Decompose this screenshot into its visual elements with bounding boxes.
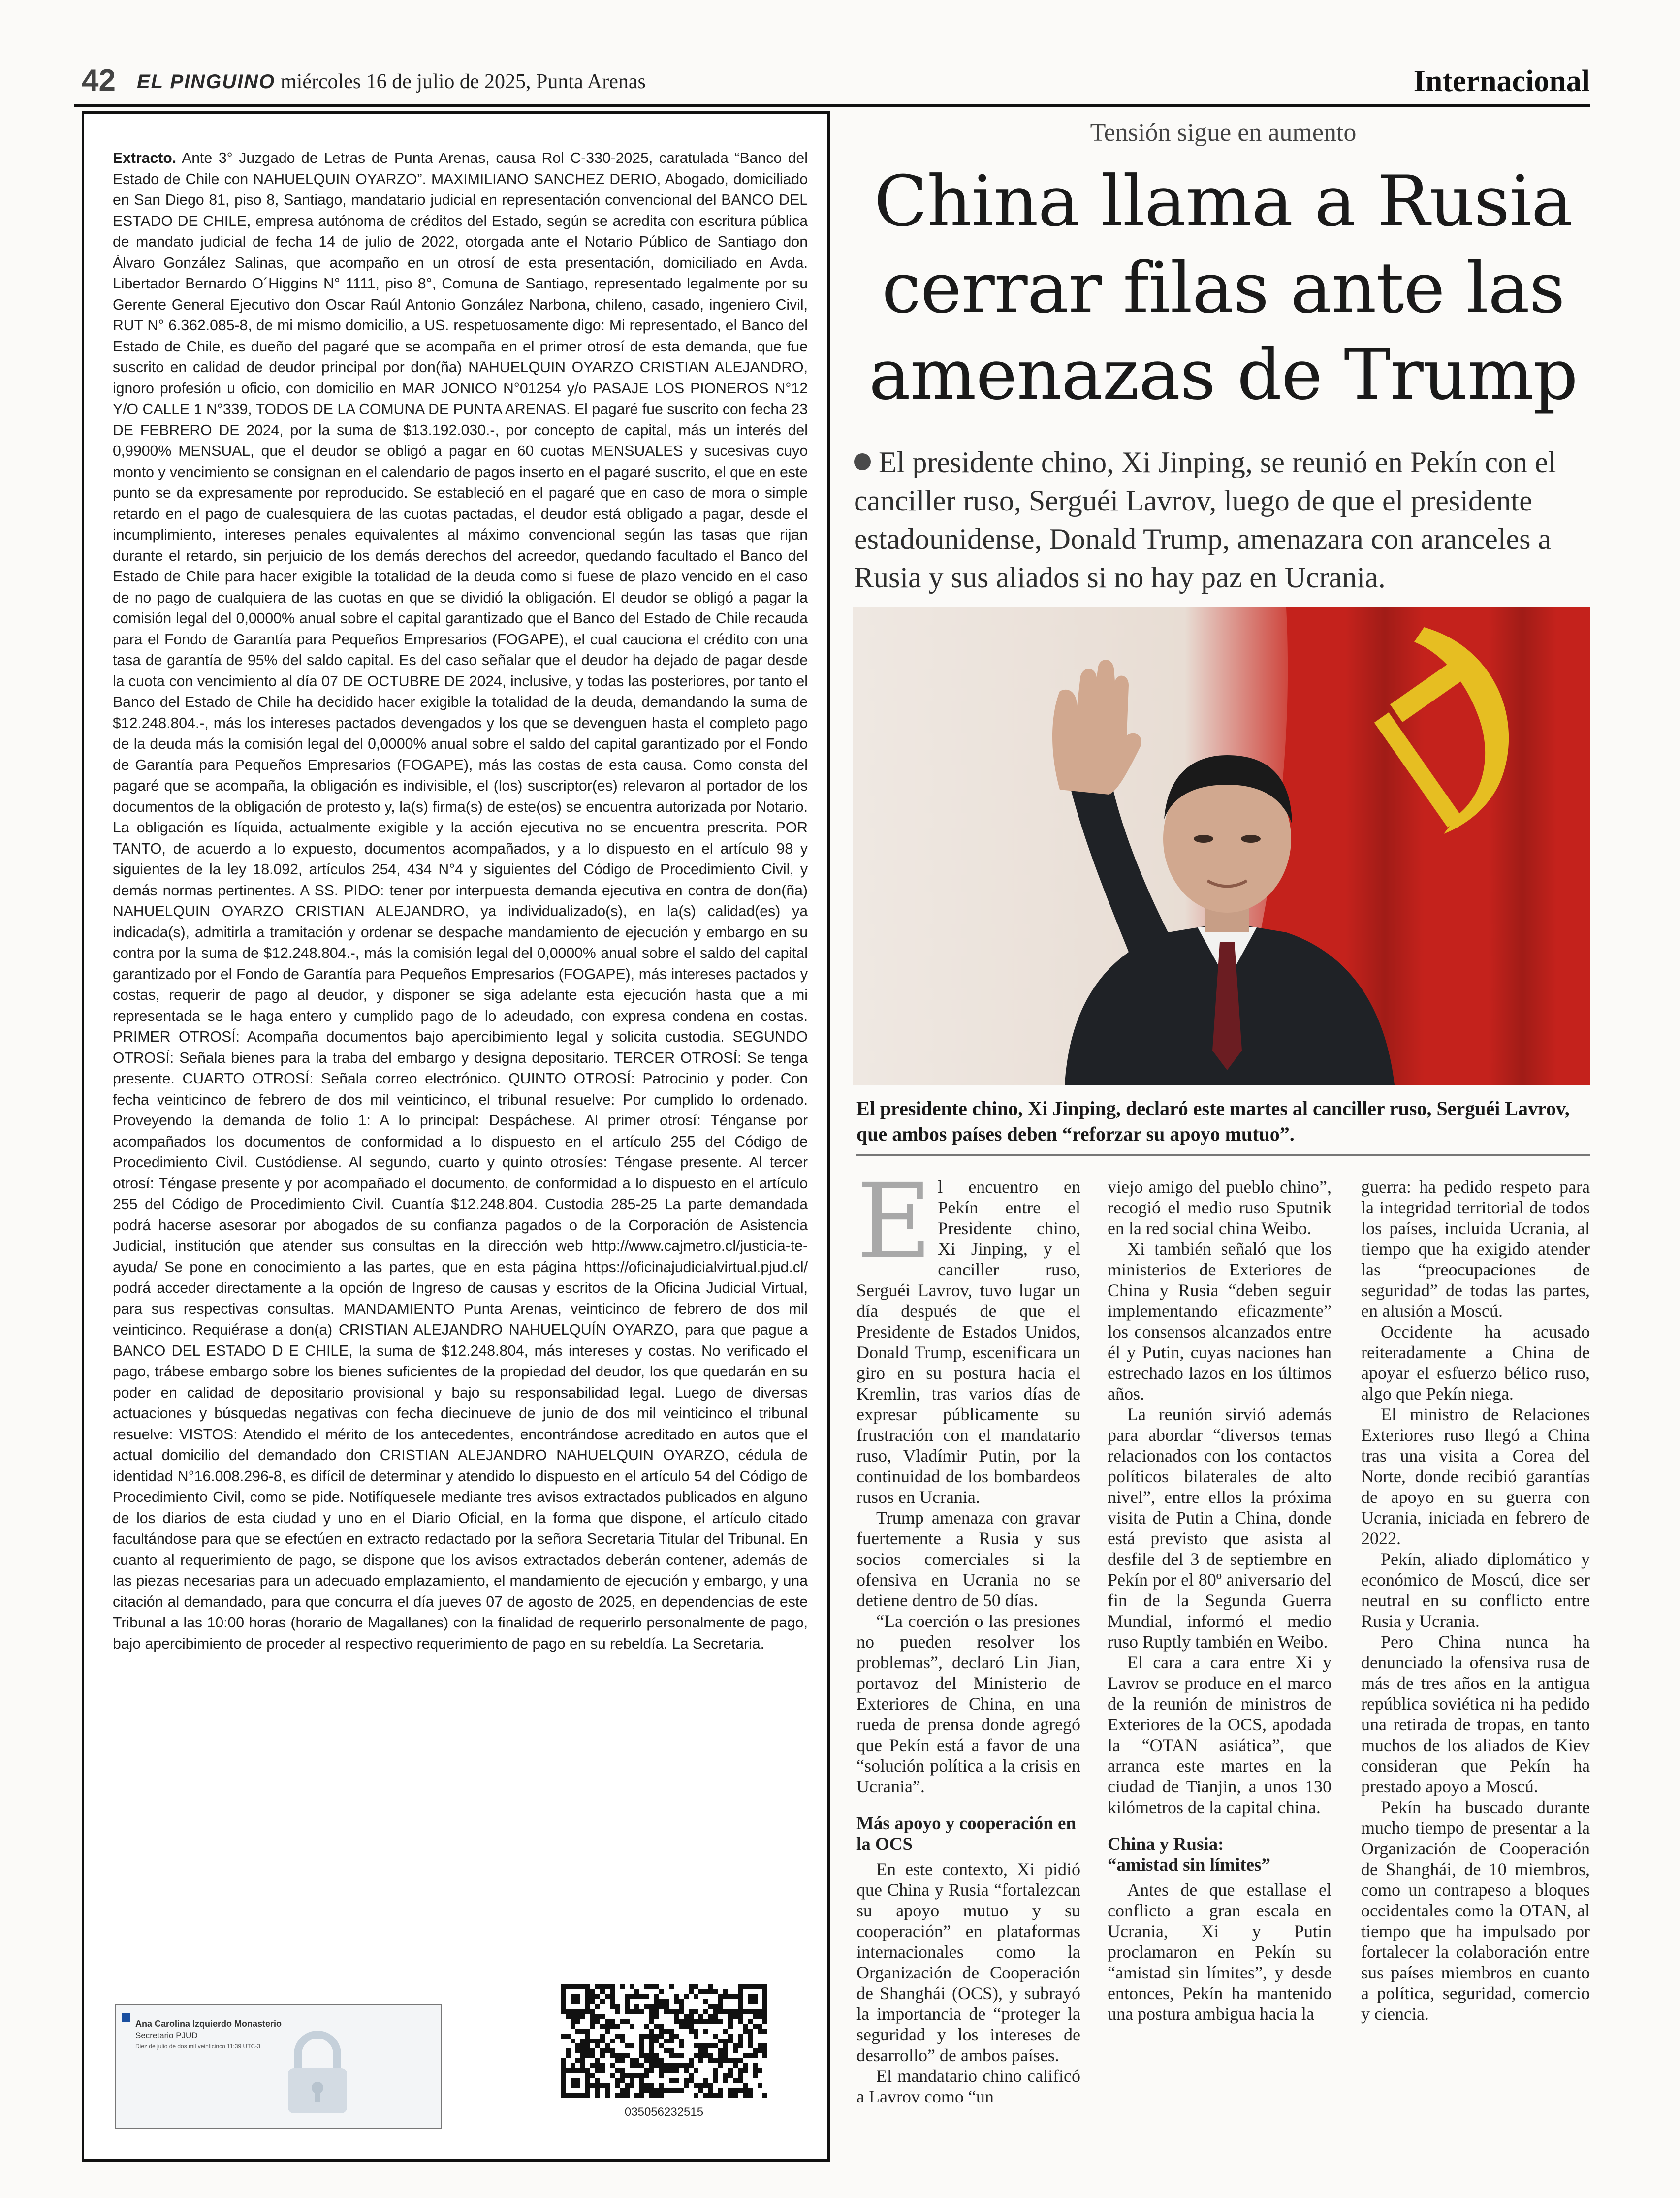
signature-date: Diez de julio de dos mil veinticinco 11:39 UTC-3 — [135, 2043, 260, 2050]
article-paragraph: Antes de que estallase el conflicto a gran escala en Ucrania, Xi y Putin proclamaron en Pekín su “amistad sin límites”, y desde entonces, Pekín ha mantenido una postura ambigua hacia la — [1108, 1880, 1331, 2024]
header-rule — [74, 104, 1590, 107]
article-paragraph: Xi también señaló que los ministerios de Exteriores de China y Rusia “deben seguir implementando eficazmente” los consensos alcanzados entre él y Putin, cuyas naciones han estrechado lazos en los últimos años. — [1108, 1239, 1331, 1403]
article-paragraph — [856, 1161, 1080, 1507]
page-header — [74, 62, 1590, 101]
verification-code-block — [561, 1984, 767, 2132]
headline-line: China llama a Rusia — [874, 161, 1573, 242]
photo-illustration — [853, 607, 1590, 1085]
paragraph-text: l encuentro en Pekín entre el Presidente chino, Xi Jinping, y el canciller ruso, Serguéi Lavrov, tuvo lugar un día después de que el Presidente de Estados Unidos, Donald Trump, escenificara un giro en su postura hacia el Kremlin, tras varios días de expresar públicamente su frustración con el mandatario ruso, Vladímir Putin, por la continuidad de los bombardeos rusos en Ucrania. — [856, 1177, 1080, 1507]
subhead-line: China y Rusia: — [1108, 1834, 1224, 1854]
article-paragraph: El ministro de Relaciones Exteriores ruso llegó a China tras una visita a Corea del Norte, donde recibió garantías de apoyo en su guerra con Ucrania, iniciada en febrero de 2022. — [1361, 1404, 1590, 1548]
photo-caption: El presidente chino, Xi Jinping, declaró este martes al canciller ruso, Serguéi Lavrov, que ambos países deben “reforzar su apoyo mutuo”. — [856, 1097, 1570, 1145]
article-paragraph: guerra: ha pedido respeto para la integridad territorial de todos los países, incluida Ucrania, al tiempo que ha exigido atender las “preocupaciones de seguridad” de todas las partes, en alusión a Moscú. — [1361, 1177, 1590, 1321]
page-number: 42 — [82, 64, 116, 97]
legal-notice-body: Ante 3° Juzgado de Letras de Punta Arenas, causa Rol C-330-2025, caratulada “Banco del Estado de Chile con NAHUELQUIN OYARZO”. MAXIMILIANO SANCHEZ DERIO, Abogado, domiciliado en San Diego 81, piso 8, Santiago, mandatario judicial en representación convencional del BANCO DEL ESTADO DE CHILE, empresa autónoma de créditos del Estado, según se acredita con escritura pública de mandato judicial de fecha 14 de julio de 2022, otorgada ante el Notario Público de Santiago don Álvaro González Salinas, que acompaño en un otrosí de esta presentación, domiciliado en Avda. Libertador Bernardo O´Higgins N° 1111, piso 8°, Comuna de Santiago, representado legalmente por su Gerente General Ejecutivo don Oscar Raúl Antonio González Narbona, chileno, casado, ingeniero Civil, RUT N° 6.362.085-8, de mi mismo domicilio, a US. respetuosamente digo: Mi representado, el Banco del Estado de Chile, es dueño del pagaré que se acompaña en el primer otrosí de esta demanda, que fue suscrito en calidad de deudor principal por don(ña) NAHUELQUIN OYARZO CRISTIAN ALEJANDRO, ignoro profesión u oficio, con domicilio en MAR JONICO N°01254 y/o PASAJE LOS PIONEROS N°12 Y/O CALLE 1 N°339, TODOS DE LA COMUNA DE PUNTA ARENAS. El pagaré fue suscrito con fecha 23 DE FEBRERO DE 2024, por la suma de $13.192.030.-, por concepto de capital, más un interés del 0,9900% MENSUAL, que el deudor se obligó a pagar en 60 cuotas MENSUALES y sucesivas cuyo monto y vencimiento se consignan en el calendario de pagos inserto en el pagaré suscrito, el que en este punto se da expresamente por reproducido. Se estableció en el pagaré que en caso de mora o simple retardo en el pago de cualesquiera de las cuotas pactadas, el deudor está obligado a pagar, desde el incumplimiento, intereses penales equivalentes al máximo convencional según las tasas que rijan durante el retardo, sin perjuicio de los demás derechos del acreedor, quedando facultado el Banco del Estado de Chile para hacer exigible la totalidad de la deuda como si fuese de plazo vencido en el caso de no pago de cualquiera de las cuotas en que se dividió la obligación. El deudor se obligó a pagar la comisión legal del 0,0000% anual sobre el capital garantizado que el Banco del Estado de Chile recauda para el Fondo de Garantía para Pequeños Empresarios (FOGAPE), el cual cauciona el crédito con una tasa de garantía de 95% del saldo capital. Es del caso señalar que el deudor ha dejado de pagar desde la cuota con vencimiento al día 07 DE OCTUBRE DE 2024, inclusive, y todas las posteriores, por tanto el Banco del Estado de Chile ha decidido hacer exigible la totalidad de la deuda, demandando la suma de $12.248.804.-, más los intereses pactados devengados y los que se devenguen hasta el completo pago de la deuda más la comisión legal del 0,0000% anual sobre el saldo del capital garantizado por el Fondo de Garantía para Pequeños Empresarios (FOGAPE), más las costas de esta causa. Como consta del pagaré que se acompaña, la obligación es indivisible, el (los) suscriptor(es) relevaron al portador de los documentos de la obligación de protesto y, la(s) firma(s) de este(os) se encuentra autorizada por Notario. La obligación es líquida, actualmente exigible y la acción ejecutiva no se encuentra prescrita. POR TANTO, de acuerdo a lo expuesto, documentos acompañados, y a lo dispuesto en el artículo 98 y siguientes de la ley 18.092, artículos 254, 434 N°4 y siguientes del Código de Procedimiento Civil, y demás normas pertinentes. A SS. PIDO: tener por interpuesta demanda ejecutiva en contra de don(ña) NAHUELQUIN OYARZO CRISTIAN ALEJANDRO, ya individualizado(s), en la(s) calidad(es) ya indicada(s), admitirla a tramitación y ordenar se despache mandamiento de ejecución y embargo en su contra por la suma de $12.248.804.-, más la comisión legal del 0,0000% anual sobre el saldo del capital garantizado por el Fondo de Garantía para Pequeños Empresarios (FOGAPE), más intereses pactados y costas, requerir de pago al deudor, y disponer se siga adelante esta ejecución hasta que a mi representada se le haga entero y cumplido pago de lo adeudado, con expresa condena en costas. PRIMER OTROSÍ: Acompaña documentos bajo apercibimiento legal y solicita custodia. SEGUNDO OTROSÍ: Señala bienes para la traba del embargo y designa depositario. TERCER OTROSÍ: Se tenga presente. CUARTO OTROSÍ: Señala correo electrónico. QUINTO OTROSÍ: Patrocinio y poder. Con fecha veinticinco de febrero de dos mil veinticinco, el tribunal resuelve: Por cumplido lo ordenado. Proveyendo la demanda de folio 1: A lo principal: Despáchese. Al primer otrosí: Ténganse por acompañados los documentos de conformidad a lo dispuesto en el artículo 255 del Código de Procedimiento Civil. Custódiense. Al segundo, cuarto y quinto otrosíes: Téngase presente. Al tercer otrosí: Téngase presente y por acompañado el documento, de conformidad a lo dispuesto en el artículo 255 del Código de Procedimiento Civil. Cuantía $12.248.804. Custodia 285-25 La parte demandada podrá hacerse asesorar por abogados de su confianza pagados o de la Corporación de Asistencia Judicial, institución que atender sus consultas en la dirección web http://www.cajmetro.cl/justicia-te-ayuda/ Se pone en conocimiento a las partes, que en esta página https://oficinajudicialvirtual.pjud.cl/ podrá acceder directamente a la opción de Ingreso de causas y escritos de la Oficina Judicial Virtual, para sus respectivas consultas. MANDAMIENTO Punta Arenas, veinticinco de febrero de dos mil veinticinco. Requiérase a don(a) CRISTIAN ALEJANDRO NAHUELQUÍN OYARZO, para que pague a BANCO DEL ESTADO D E CHILE, la suma de $12.248.804, más intereses y costas. No verificado el pago, trábese embargo sobre los bienes suficientes de la propiedad del deudor, los que quedarán en su poder en calidad de depositario provisional y bajo su responsabilidad legal. Luego de diversas actuaciones y búsquedas negativas con fecha diecinueve de junio de dos mil veinticinco el tribunal resuelve: VISTOS: Atendido el mérito de los antecedentes, encontrándose acreditado en autos que el actual domicilio del demandado don CRISTIAN ALEJANDRO NAHUELQUIN OYARZO, cédula de identidad N°16.008.296-8, es difícil de determinar y atendido lo dispuesto en el artículo 54 del Código de Procedimiento Civil, como se pide. Notifíquesele mediante tres avisos extractados publicados en alguno de los diarios de esta ciudad y uno en el Diario Oficial, en la forma que dispone, el artículo citado facultándose para que se efectúen en extracto redactado por la señora Secretaria Titular del Tribunal. En cuanto al requerimiento de pago, se dispone que los avisos extractados deberán contener, además de las piezas necesarias para un adecuado emplazamiento, el mandamiento de ejecución y embargo, y una citación al demandado, para que concurra el día jueves 07 de agosto de 2025, en dependencias de este Tribunal a las 10:00 horas (horario de Magallanes) con la finalidad de requerirlo personalmente de pago, bajo apercibimiento de proceder al respectivo requerimiento de pago en su rebeldía. La Secretaria. — [113, 150, 808, 1652]
article-paragraph: En este contexto, Xi pidió que China y Rusia “fortalezcan su apoyo mutuo y su cooperación” en plataformas internacionales como la Organización de Cooperación de Shanghái (OCS), y subrayó la importancia de “proteger la seguridad y los intereses de desarrollo” de ambos países. — [856, 1859, 1080, 2065]
article-column-2 — [1108, 1177, 1331, 2024]
legal-notice-text — [113, 148, 808, 1655]
article-paragraph: La reunión sirvió además para abordar “diversos temas relacionados con los contactos políticos bilaterales de alto nivel”, entre ellos la próxima visita de Putin a China, donde está previsto que asista al desfile del 3 de septiembre en Pekín por el 80º aniversario del fin de la Segunda Guerra Mundial, informó el medio ruso Ruptly también en Weibo. — [1108, 1404, 1331, 1652]
article-paragraph: Occidente ha acusado reiteradamente a China de apoyar el esfuerzo bélico ruso, algo que Pekín niega. — [1361, 1322, 1590, 1403]
article-kicker: Tensión sigue en aumento — [1090, 119, 1357, 147]
article-paragraph: Pero China nunca ha denunciado la ofensiva rusa de más de tres años en la antigua república soviética ni ha pedido una retirada de tropas, en tanto muchos de los aliados de Kiev consideran que Pekín ha prestado apoyo a Moscú. — [1361, 1632, 1590, 1796]
section-name: Internacional — [1413, 64, 1590, 98]
verification-code-number: 035056232515 — [624, 2105, 704, 2119]
article-paragraph: El cara a cara entre Xi y Lavrov se produce en el marco de la reunión de ministros de Exteriores de la OCS, apodada la “OTAN asiática”, que arranca este martes en la ciudad de Tianjin, a unos 130 kilómetros de la capital china. — [1108, 1653, 1331, 1817]
article-paragraph: Trump amenaza con gravar fuertemente a Rusia y sus socios comerciales si la ofensiva en Ucrania no se detiene dentro de 50 días. — [856, 1508, 1080, 1610]
newspaper-brand: EL PINGUINO — [137, 71, 276, 93]
headline-line: amenazas de Trump — [869, 334, 1578, 415]
issue-date: miércoles 16 de julio de 2025, Punta Arenas — [281, 70, 646, 93]
article-subhead: Más apoyo y cooperación en la OCS — [856, 1814, 1077, 1854]
bullet-icon — [854, 453, 871, 470]
article-deck — [854, 443, 1587, 597]
chile-flag-icon — [122, 2013, 130, 2022]
article-paragraph: El mandatario chino calificó a Lavrov como “un — [856, 2066, 1080, 2106]
drop-cap: E — [856, 1161, 932, 1282]
article-headline — [854, 159, 1592, 418]
legal-notice-box — [82, 111, 830, 2162]
headline-line: cerrar filas ante las — [882, 248, 1565, 329]
article-paragraph: viejo amigo del pueblo chino”, recogió el medio ruso Sputnik en la red social china Weibo. — [1108, 1177, 1331, 1238]
article-paragraph: Pekín, aliado diplomático y económico de Moscú, dice ser neutral en su conflicto entre Rusia y Ucrania. — [1361, 1549, 1590, 1631]
article-column-3 — [1361, 1177, 1590, 2024]
article-paragraph: “La coerción o las presiones no pueden resolver los problemas”, declaró Lin Jian, portavoz del Ministerio de Exteriores de China, en una rueda de prensa donde agregó que Pekín está a favor de una “solución política a la crisis en Ucrania”. — [856, 1611, 1080, 1796]
deck-text: El presidente chino, Xi Jinping, se reunió en Pekín con el canciller ruso, Serguéi Lavrov, luego de que el presidente estadounidense, Donald Trump, amenazara con aranceles a Rusia y sus aliados si no hay paz en Ucrania. — [854, 446, 1556, 594]
padlock-icon — [273, 2025, 362, 2118]
article-paragraph: Pekín ha buscado durante mucho tiempo de presentar a la Organización de Cooperación de Shanghái, de 10 miembros, como un contrapeso a bloques occidentales como la OTAN, al tiempo que ha impulsado por fortalecer la colaboración entre sus países miembros en cuanto a política, seguridad, comercio y ciencia. — [1361, 1797, 1590, 2024]
subhead-line: “amistad sin límites” — [1108, 1855, 1270, 1875]
caption-rule — [856, 1154, 1590, 1156]
legal-notice-label: Extracto. — [113, 150, 177, 166]
article-subhead — [1108, 1834, 1331, 1876]
signer-name: Ana Carolina Izquierdo Monasterio — [135, 2019, 282, 2029]
article-photo — [853, 607, 1590, 1085]
electronic-signature-stamp — [115, 2004, 442, 2129]
article-column-1 — [856, 1161, 1080, 2107]
verification-code-icon — [561, 1984, 767, 2098]
signer-role: Secretario PJUD — [135, 2031, 198, 2040]
